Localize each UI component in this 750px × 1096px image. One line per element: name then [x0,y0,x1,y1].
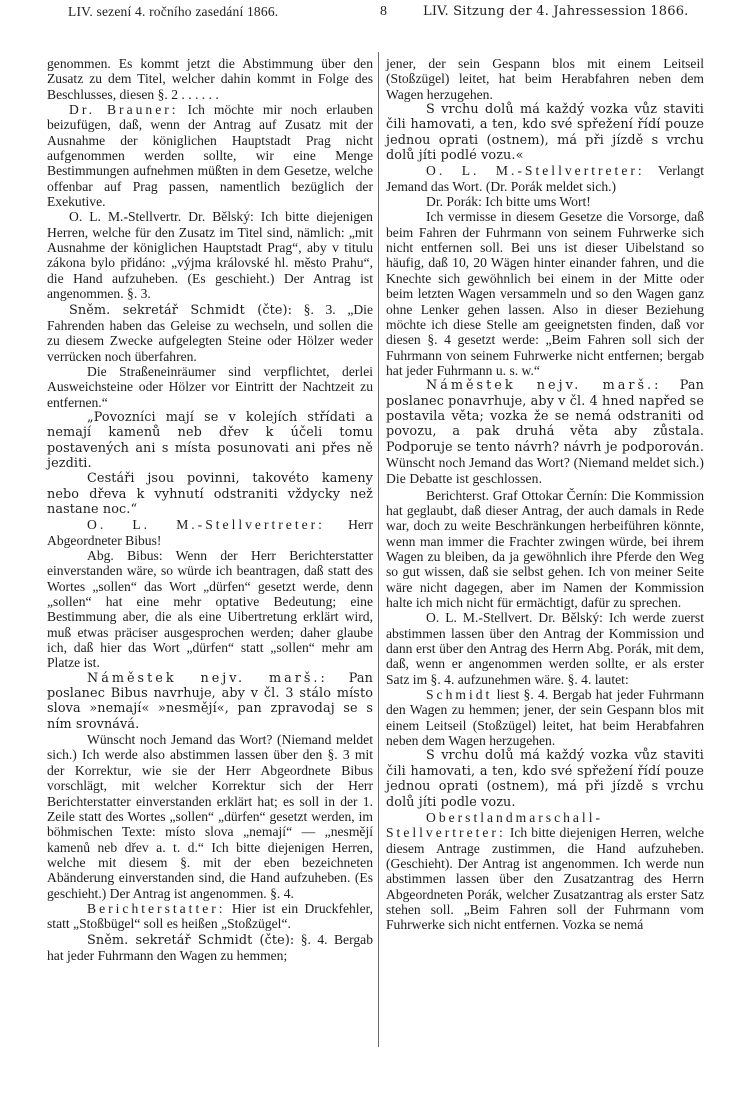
speaker-name: Berichterst. Graf Ottokar Černín: [426,487,608,503]
header-czech-title: LIV. sezení 4. ročního zasedání 1866. [68,4,279,19]
paragraph-text: Ich vermisse in diesem Gesetze die Vorsorge, daß beim Fahren der Fuhrmann von seinem Fuhrwerke sich nicht entfernen soll. Bei uns ist dieser Uibelstand so häufig, daß 10, 20 Wägen hinter einander fahren, und die Knechte sich gewöhnlich bei einem in der Mitte oder beim letzten Wagen versammeln und so den Wagen ganz ohne Lenker gehen lassen. Also in dieser Beziehung möchte ich diese Stelle am geeignetsten finden, daß vor diesen §. 4 gesetzt werde: „Beim Fahren soll sich der Fuhrmann von seinem Fuhrwerke nicht entfernen; bergab hat jeder Fuhrmann u. s. w.“ [386,209,704,378]
paragraph [47,901,373,932]
page-number: 8 [380,4,388,19]
paragraph-text: Wenn der Herr Berichterstatter einverstanden wäre, so würde ich beantragen, daß statt des Wortes „sollen“ das Wort „dürfen“ gesetzt werde, denn „sollen“ hat eine mehr optative Bedeutung; eine Bestimmung aber, die als eine Uibertretung erklärt wird, muß etwas präciser ausgesprochen werden; daher glaube ich, daß hier das Wort „dürfen“ statt „sollen“ mehr am Platze ist. [47,548,374,671]
paragraph-czech [386,748,704,809]
right-column [386,56,704,933]
paragraph-text: §. 3. „Die Fahrenden haben das Geleise zu wechseln, und sollen die zu diesem Zwecke aufgelegten Steine oder Hölzer weder verrücken noch überfahren. [47,301,373,364]
paragraph-text: S vrchu dolů má každý vozka vůz staviti čili hamovati, a ten, kdo své spřežení řídí pouze jednou oprati (ostnem), má při jízdě s vrchu dolů jíti podle vozu. [386,748,704,810]
speaker-name: Oberstlandmarschall-Stellvertreter: [386,809,604,841]
paragraph-czech [47,410,373,471]
paragraph [47,732,373,901]
speaker-name: Abg. Bibus: [87,548,163,563]
speaker-name: Dr. Brauner: [69,102,179,118]
paragraph [47,932,373,964]
speaker-name: Berichterstatter: [87,900,226,916]
paragraph-text: Die Kommission hat geglaubt, daß dieser Antrag, der auch damals in Rede war, doch zu weite Beschränkungen herbeiführen könnte, wenn man immer die Frachter zwingen würde, bei ihrem Wagen zu bleiben, da ja gewöhnlich ihre Pferde den Weg so gut wissen, daß sie selbst gehen. Ich von meiner Seite wäre nicht dagegen, aber im Namen der Kommission halte ich mich nicht für ermächtigt, dafür zu sprechen. [386,487,704,611]
paragraph-text: Herr Abgeordneter Bibus! [47,517,373,548]
paragraph [47,302,373,364]
paragraph [47,364,373,410]
paragraph-czech [386,378,704,487]
paragraph [47,548,373,671]
speaker-name: O. L. M.-Stellvertr. Dr. Bělský: [69,209,254,225]
paragraph [386,687,704,748]
paragraph-text: Cestáři jsou povinni, takovéto kameny nebo dřeva k vyhnutí odstraniti vždycky než nastane noc.“ [47,471,373,517]
paragraph-text: „Povozníci mají se v kolejích střídati a nemají kamenů neb dřev k účeli tomu postavených ani s místa posunovati ani přes ně jezditi. [47,409,373,471]
column-divider [378,52,379,1047]
paragraph-czech [47,471,373,517]
paragraph-text: liest §. 4. Bergab hat jeder Fuhrmann den Wagen zu hemmen; jener, der sein Gespann blos mit einem Leitseil (Stoßzügel) leitet, hat beim Herabfahren neben dem Wagen herzugehen. [386,687,704,749]
paragraph [47,56,373,102]
speaker-name: Sněm. sekretář Schmidt (čte): [87,932,295,948]
speaker-name: O. L. M.-Stellvertreter: [426,163,645,179]
paragraph [47,102,373,209]
speaker-name: Náměstek nejv. marš.: [426,378,662,394]
paragraph [47,209,373,301]
paragraph-text: jener, der sein Gespann blos mit einem Leitseil (Stoßzügel) leitet, hat beim Herabfahren neben dem Wagen herzugehen. [386,56,704,102]
paragraph-text: §. 4. Bergab hat jeder Fuhrmann den Wagen zu hemmen; [47,931,373,963]
paragraph [47,517,373,548]
paragraph [386,209,704,378]
speaker-name: O. L. M.-Stellvert. Dr. Bělský: [426,610,603,626]
paragraph [386,163,704,194]
paragraph-text: Hier ist ein Druckfehler, statt „Stoßbügel“ soll es heißen „Stoßzügel“. [47,900,373,932]
paragraph-text: Pan poslanec ponavrhuje, aby v čl. 4 hned napřed se postavila věta; vozka že se nemá odstraniti od povozu, a pak druhá věta aby zůstala. Podporuje se tento návrh? návrh je podporován. [386,378,704,455]
paragraph-text: Ich bitte ums Wort! [481,194,591,210]
paragraph [386,194,704,209]
left-column [47,56,373,963]
paragraph-czech [386,102,704,163]
paragraph-text: genommen. Es kommt jetzt die Abstimmung über den Zusatz zu dem Titel, welcher dahin kommt in Folge des Beschlusses, diesen §. 2 . . . . . . [47,56,373,102]
paragraph-text: Wünscht noch Jemand das Wort? (Niemand meldet sich.) Ich werde also abstimmen lassen über den §. 3 mit der Korrektur, wie sie der Herr Abgeordnete Bibus vorschlägt, mit welcher Korrektur sich der Herr Berichterstatter einverstanden erklärt hat; es soll in der 1. Zeile statt des Wortes „sollen“ „dürfen“ gesetzt werden, im böhmischen Texte: místo slova „nemají“ — „nesmějí kamenů neb dřev a. t. d.“ Ich bitte diejenigen Herren, welche mit diesem §. mit der eben bezeichneten Abänderung einverstanden sind, die Hand aufzuheben. (Es geschieht.) Der Antrag ist angenommen. §. 4. [47,732,373,901]
speaker-name: O. L. M.-Stellvertreter: [87,517,325,533]
paragraph [386,810,704,933]
paragraph-text: Ich werde zuerst abstimmen lassen über den Antrag der Kommission und dann erst über den Antrag des Herrn Abg. Porák, mit dem, daß, wenn er angenommen werden sollte, er als erster Satz im §. 4. aufzunehmen wäre. §. 4. lautet: [386,610,704,687]
speaker-name: Dr. Porák: [426,194,482,210]
paragraph [386,488,704,611]
paragraph-text: Ich bitte diejenigen Herren, welche für den Zusatz im Titel sind, nämlich: „mit Ausnahme der königlichen Hauptstadt Prag“, aby v titulu zákona bylo přidáno: „výjma královské hl. město Prahu“, die Hand aufzuheben. (Es geschieht.) Der Antrag ist angenommen. §. 3. [47,209,373,302]
paragraph-text: Die Straßeneinräumer sind verpflichtet, derlei Ausweichsteine oder Hölzer vor Eintritt der Nachtzeit zu entfernen.“ [47,363,373,410]
paragraph-text: Verlangt Jemand das Wort. (Dr. Porák meldet sich.) [386,163,704,194]
speaker-name: Sněm. sekretář Schmidt (čte): [69,302,293,318]
paragraph-text: Ich bitte diejenigen Herren, welche diesem Antrage zustimmen, die Hand aufzuheben. (Geschieht). Der Antrag ist angenommen. Ich werde nun abstimmen lassen über den Zusatzantrag des Herrn Abgeordneten Porák, welcher Zusatzantrag als erster Satz stehen soll. „Beim Fahren soll der Fuhrmann vom Fuhrwerke sich nicht entfernen. Vozka se nemá [386,825,704,933]
header-german-title: LIV. Sitzung der 4. Jahressession 1866. [423,4,689,19]
paragraph [386,610,704,687]
paragraph [386,56,704,102]
paragraph-czech [47,671,373,732]
running-header [0,0,750,40]
speaker-name: Schmidt [426,687,493,703]
paragraph-text-german: Wünscht noch Jemand das Wort? (Niemand meldet sich.) Die Debatte ist geschlossen. [386,454,704,487]
paragraph-text: Pan poslanec Bibus navrhuje, aby v čl. 3 stálo místo slova »nemají« »nesmějí«, pan zpravodaj se s ním srovnává. [47,670,373,732]
paragraph-text: S vrchu dolů má každý vozka vůz staviti čili hamovati, a ten, kdo své spřežení řídí pouze jednou oprati (ostnem), má při jízdě s vrchu dolů jíti podlé vozu.« [386,102,704,164]
paragraph-text: Ich möchte mir noch erlauben beizufügen, daß, wenn der Antrag auf Zusatz mit der Ausnahme der königlichen Hauptstadt Prag nicht aufgenommen werden sollte, wir eine Menge Bestimmungen aufnehmen müßten in dem Gesetze, welche offenbar auf Prag passen, namentlich bezüglich der Exekutive. [47,102,373,210]
speaker-name: Náměstek nejv. marš.: [87,670,328,686]
